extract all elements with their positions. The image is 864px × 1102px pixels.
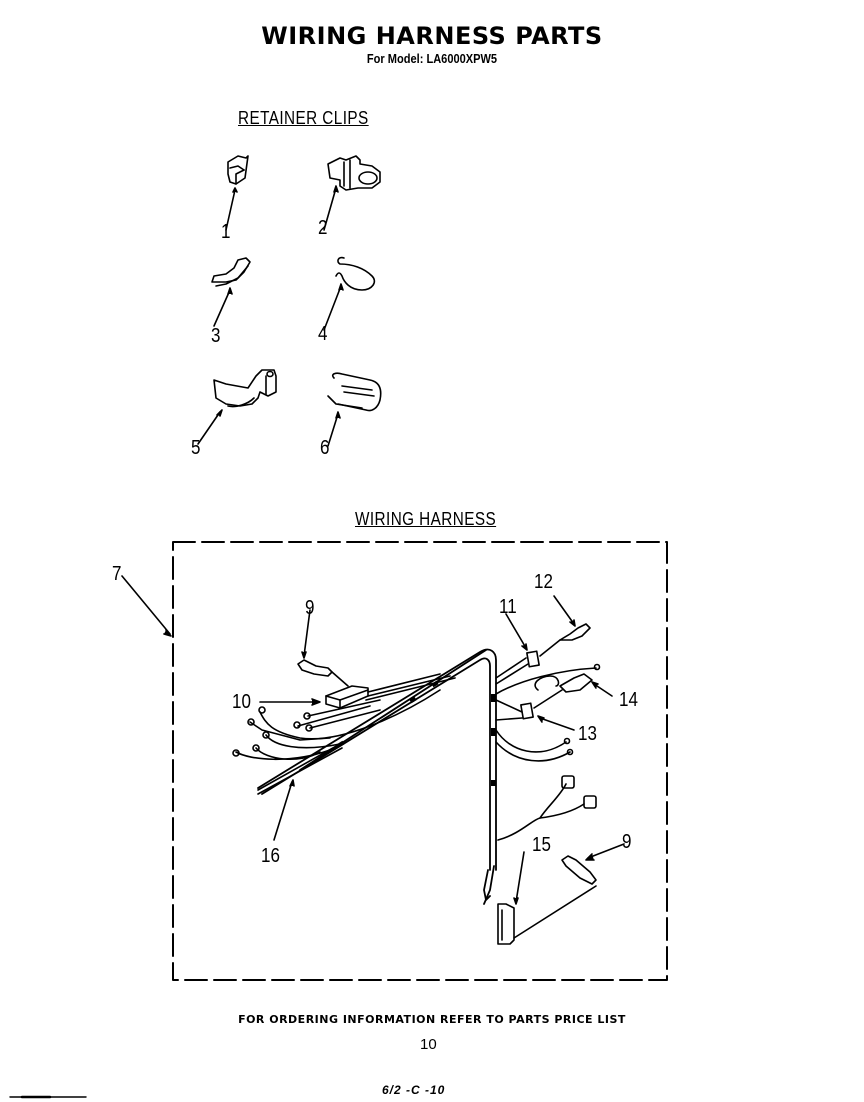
callout-terminal-14: 14 — [619, 689, 638, 711]
callout-connector-15: 15 — [532, 834, 551, 856]
connector-11-icon — [496, 614, 560, 684]
retainer-clip-1-icon — [226, 156, 248, 230]
y-lead-connectors — [498, 776, 596, 840]
retainer-clip-2-icon — [324, 156, 380, 230]
retainer-clip-3-icon — [212, 258, 250, 326]
page-title: WIRING HARNESS PARTS — [261, 22, 603, 50]
callout-connector-11: 11 — [499, 596, 517, 618]
callout-connector-10: 10 — [232, 691, 251, 713]
retainer-clip-6-icon — [328, 373, 381, 446]
retainer-clips-heading: RETAINER CLIPS — [238, 108, 369, 128]
lower-ring-leads — [496, 730, 573, 761]
callout-clip-3: 3 — [211, 325, 221, 347]
harness-trunk — [258, 650, 496, 904]
connector-13-icon — [496, 690, 574, 730]
callout-connector-13: 13 — [578, 723, 597, 745]
retainer-clip-4-icon — [324, 258, 374, 330]
ordering-info-note: FOR ORDERING INFORMATION REFER TO PARTS PRICE LIST — [238, 1013, 626, 1026]
callout-harness-7: 7 — [112, 563, 122, 585]
callout-clip-4: 4 — [318, 323, 328, 345]
retainer-clip-5-icon — [198, 370, 276, 444]
document-code: 6/2 -C -10 — [382, 1083, 446, 1097]
callout-sleeve-16: 16 — [261, 845, 280, 867]
terminal-9-bottom-icon — [562, 844, 624, 884]
callout-clip-2: 2 — [318, 217, 328, 239]
wiring-harness-heading: WIRING HARNESS — [355, 509, 497, 529]
connector-block-10-icon — [260, 674, 455, 708]
callout-clip-1: 1 — [221, 221, 231, 243]
terminal-9-top-icon — [298, 610, 348, 686]
model-subtitle: For Model: LA6000XPW5 — [366, 51, 498, 66]
callout-terminal-12: 12 — [534, 571, 553, 593]
connector-15-icon — [498, 852, 596, 944]
page-number: 10 — [420, 1036, 437, 1053]
callout-clip-6: 6 — [320, 437, 330, 459]
callout-terminal-9-top: 9 — [305, 597, 315, 619]
terminal-14-icon — [496, 665, 612, 697]
terminal-12-icon — [554, 596, 590, 640]
callout-terminal-9-bottom: 9 — [622, 831, 632, 853]
callout-clip-5: 5 — [191, 437, 201, 459]
